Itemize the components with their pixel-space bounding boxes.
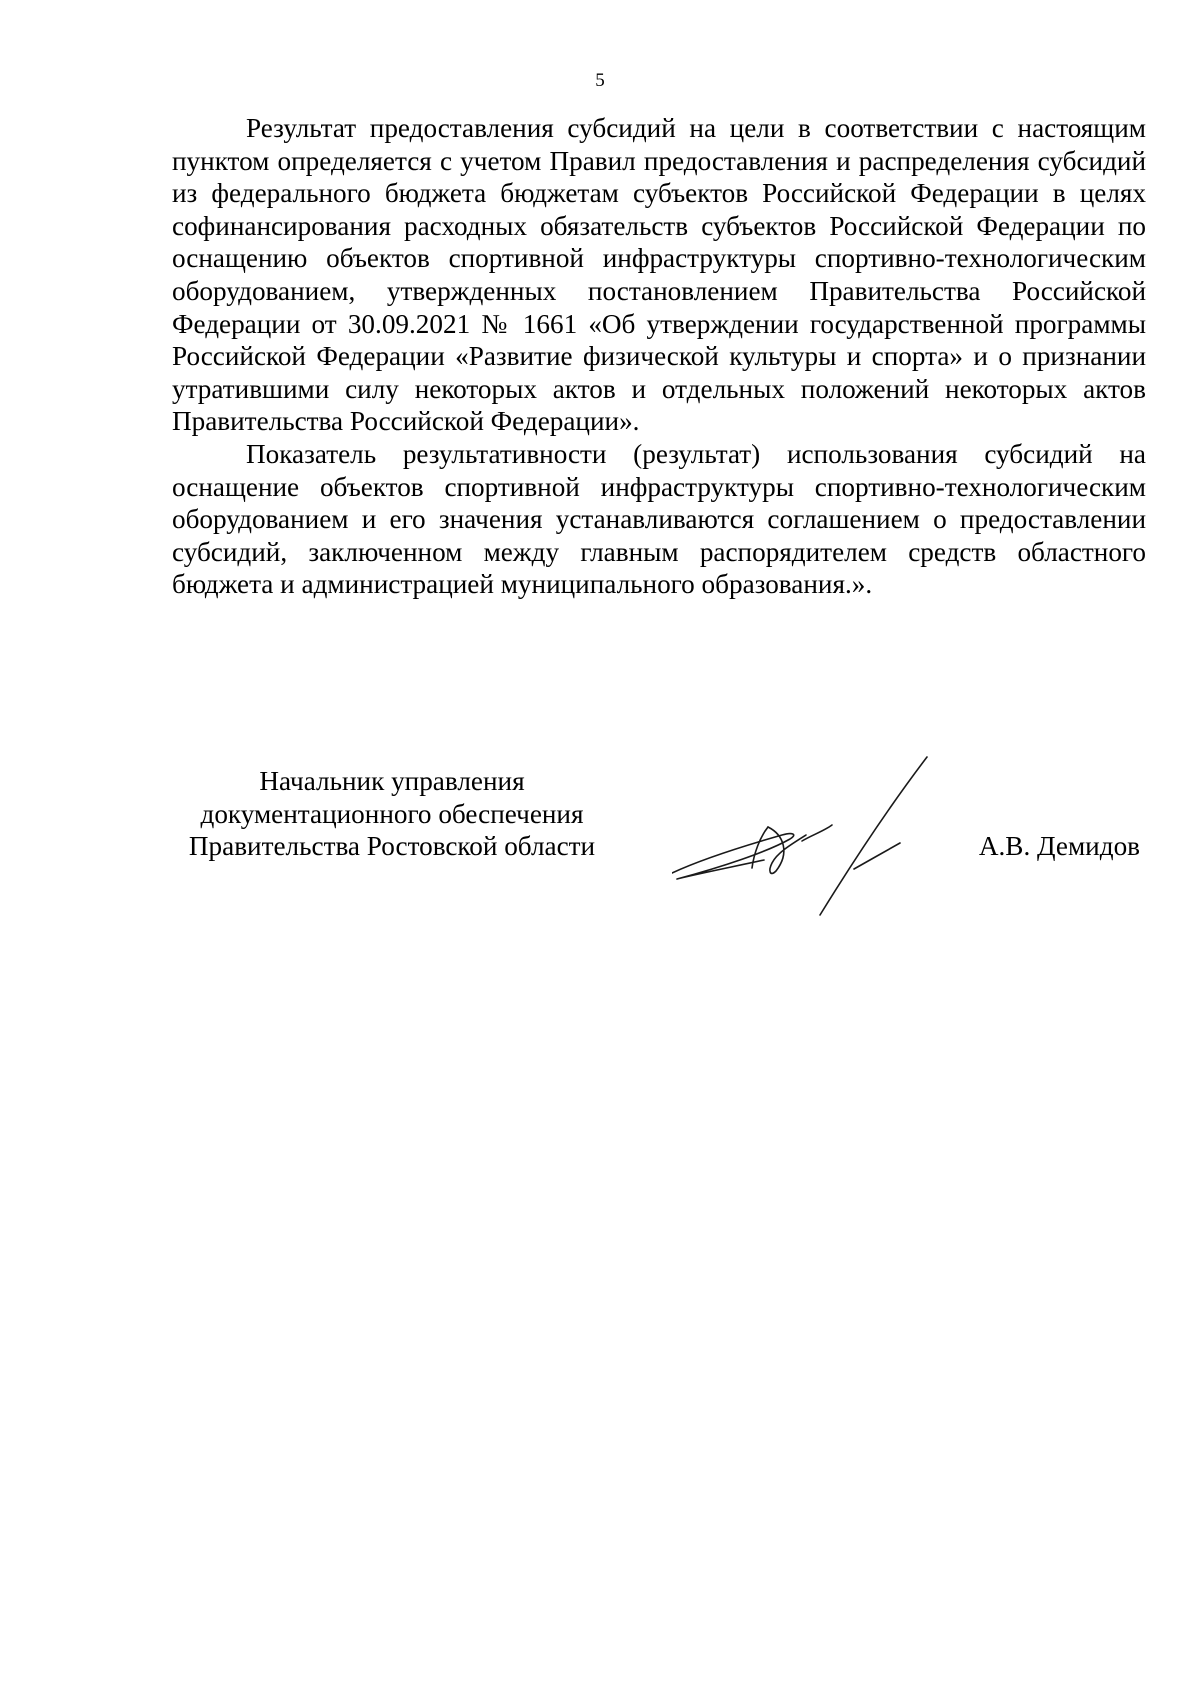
signature-block xyxy=(172,765,1146,925)
signer-name: А.В. Демидов xyxy=(978,831,1140,861)
signer-position xyxy=(172,765,612,863)
signer-position-line: Начальник управления xyxy=(259,766,525,796)
signer-position-line: документационного обеспечения xyxy=(200,798,584,829)
paragraph: Результат предоставления субсидий на цели в соответствии с настоящим пунктом определяется с учетом Правил предоставления и распределения субсидий из федерального бюджета бюджетам субъектов Российской Федерации в целях софинансирования расходных обязательств субъектов Российской Федерации по оснащению объектов спортивной инфраструктуры спортивно-технологическим оборудованием, утвержденных постановлением Правительства Российской Федерации от 30.09.2021 № 1661 «Об утверждении государственной программы Российской Федерации «Развитие физической культуры и спорта» и о признании утратившими силу некоторых актов и отдельных положений некоторых актов Правительства Российской Федерации». xyxy=(172,113,1146,437)
handwritten-signature xyxy=(672,755,932,920)
page-number: 5 xyxy=(595,70,605,91)
signer-position-line: Правительства Ростовской области xyxy=(188,831,596,862)
paragraph: Показатель результативности (результат) использования субсидий на оснащение объектов спортивной инфраструктуры спортивно-технологическим оборудованием и его значения устанавливаются соглашением о предоставлении субсидий, заключенном между главным распорядителем средств областного бюджета и администрацией муниципального образования.». xyxy=(172,438,1146,600)
document-body xyxy=(172,112,1146,601)
